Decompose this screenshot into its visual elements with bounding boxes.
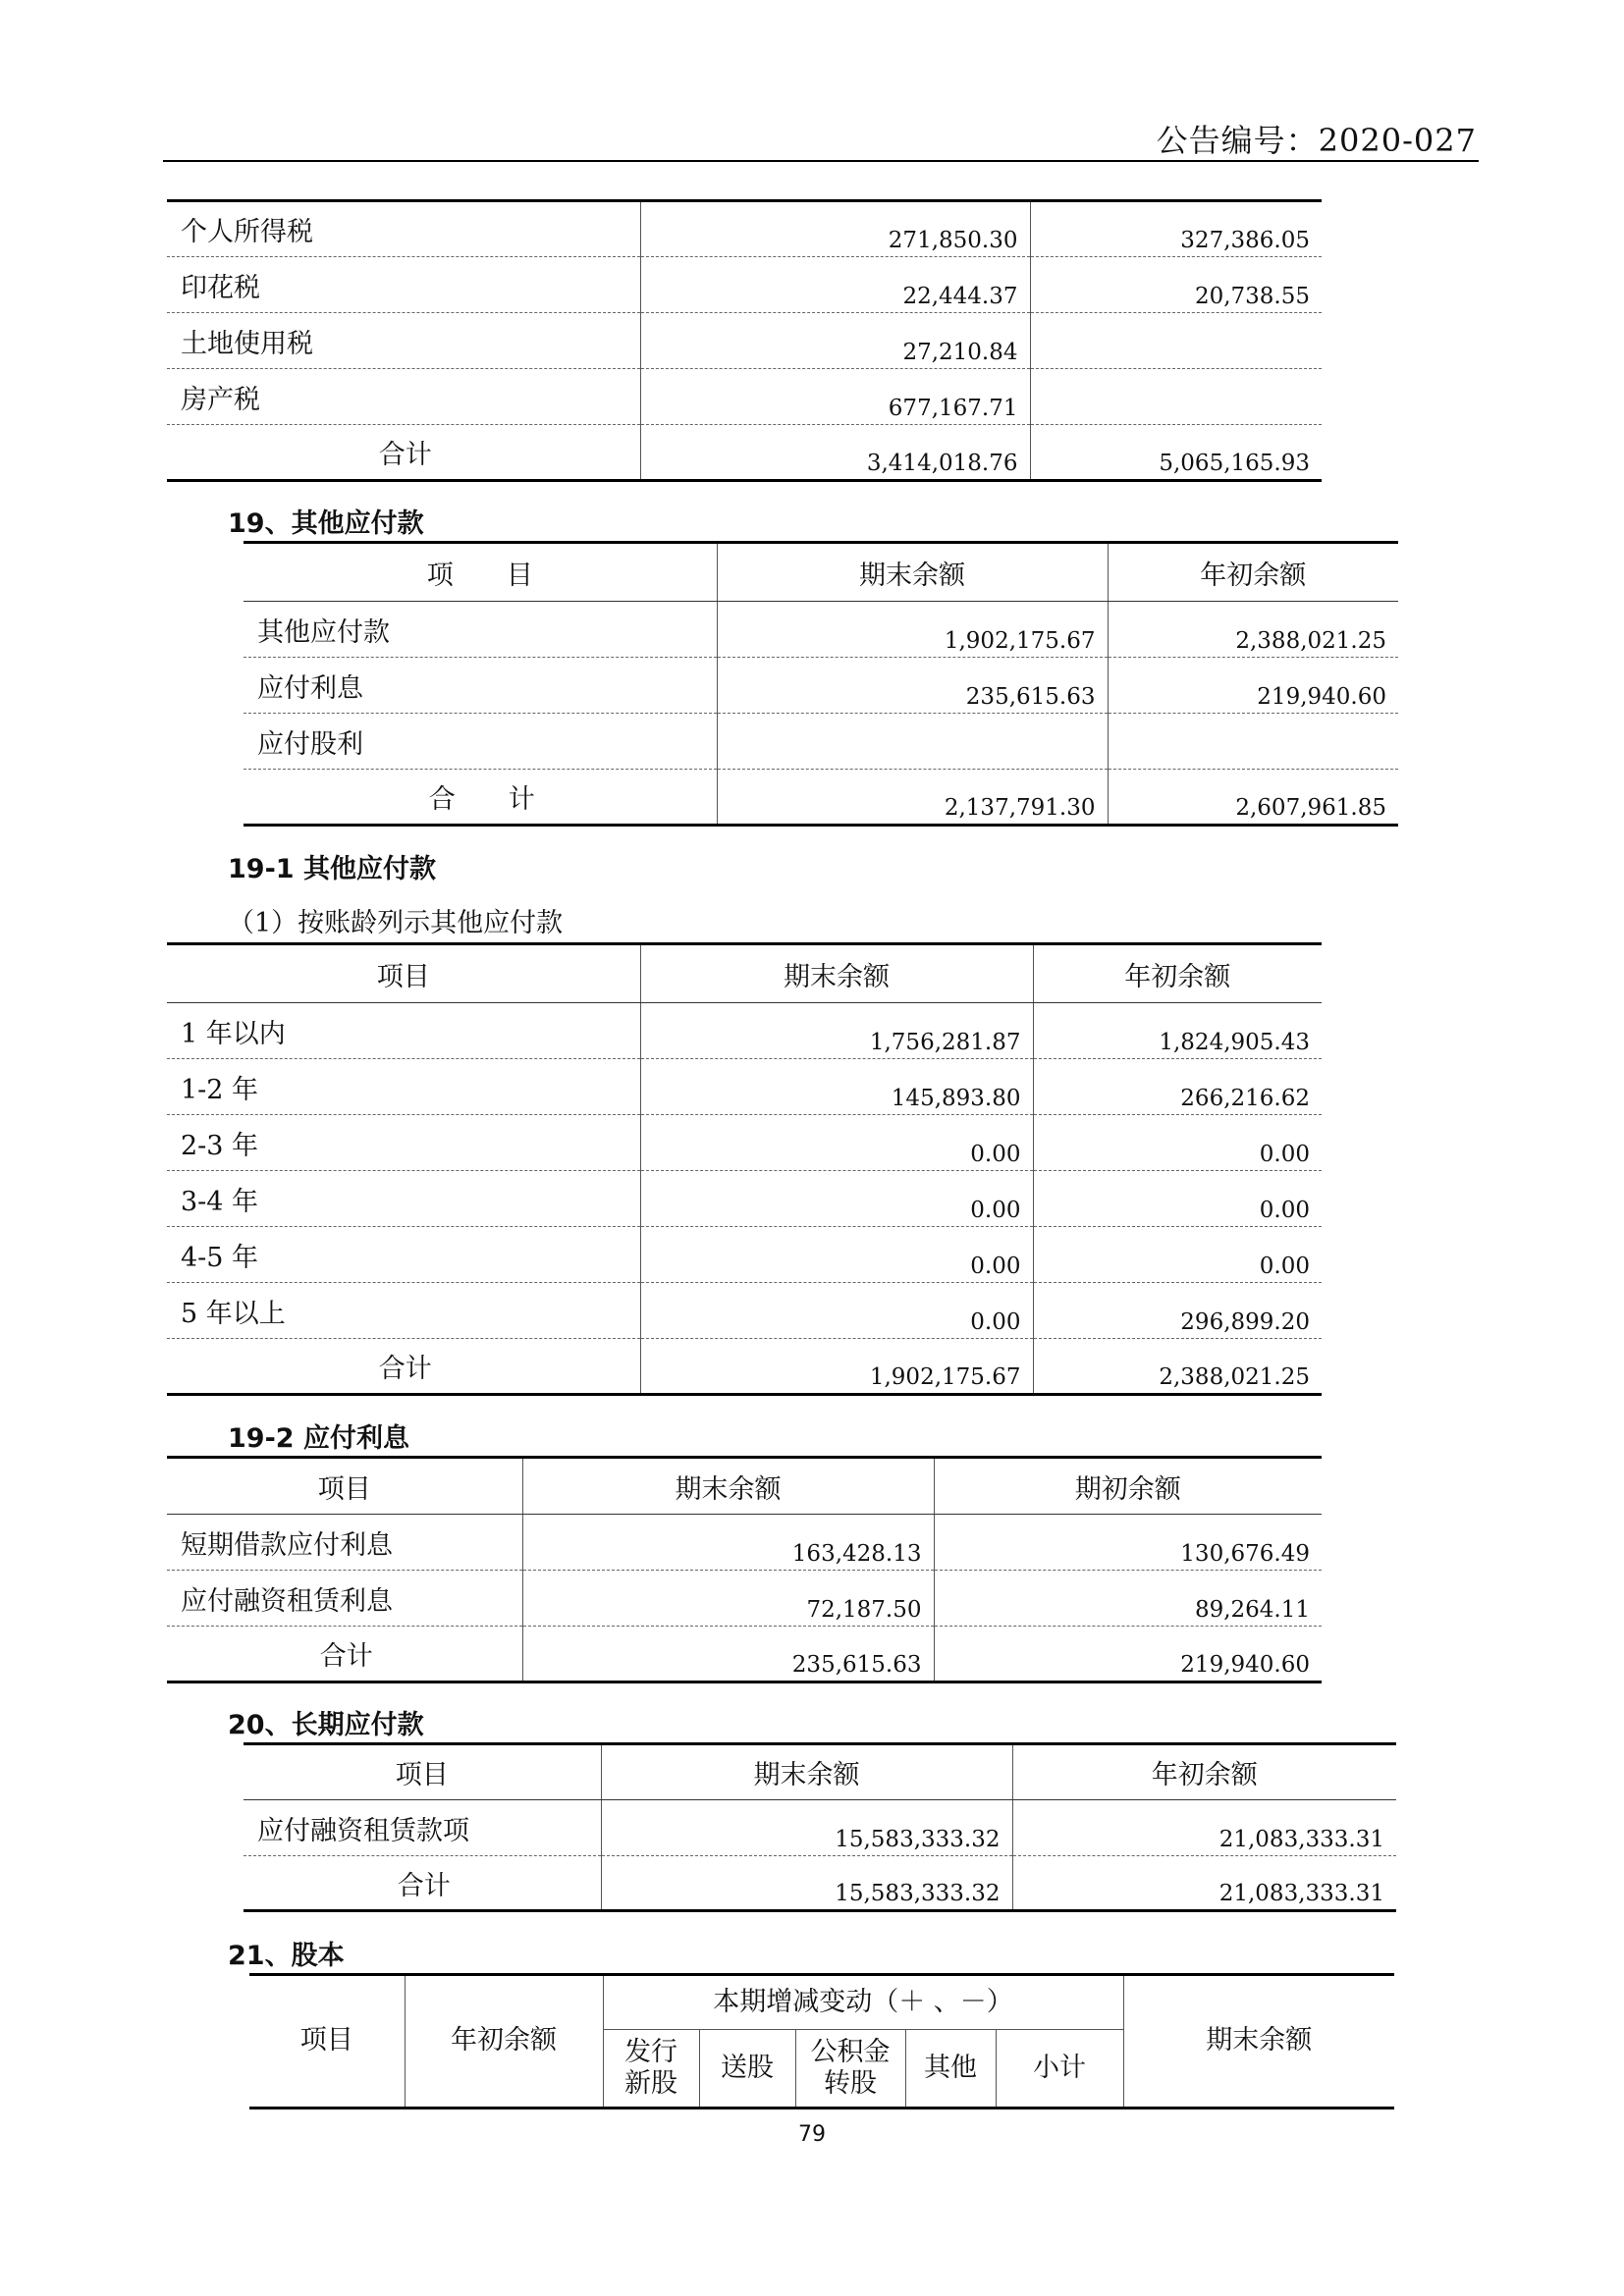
end-balance: 27,210.84 <box>640 313 1030 369</box>
begin-balance: 2,607,961.85 <box>1108 770 1398 826</box>
end-balance: 163,428.13 <box>522 1515 934 1571</box>
table-row <box>167 201 1322 257</box>
col-header-end: 期末余额 <box>522 1458 934 1515</box>
row-label: 应付利息 <box>244 658 717 714</box>
table-row <box>167 257 1322 313</box>
interest-payable-table <box>167 1456 1322 1683</box>
begin-balance: 327,386.05 <box>1030 201 1322 257</box>
col-header-reserve <box>795 2030 905 2109</box>
table-row <box>167 369 1322 425</box>
end-balance: 235,615.63 <box>717 658 1108 714</box>
end-balance: 15,583,333.32 <box>601 1800 1012 1856</box>
begin-balance: 2,388,021.25 <box>1033 1339 1322 1395</box>
row-label: 应付融资租赁款项 <box>244 1800 601 1856</box>
total-row <box>244 1856 1396 1911</box>
col-header-end: 期末余额 <box>717 543 1108 602</box>
row-label: 短期借款应付利息 <box>167 1515 522 1571</box>
col-header-begin: 年初余额 <box>405 1975 603 2109</box>
table-header <box>167 944 1322 1003</box>
row-label: 3-4 年 <box>167 1171 640 1227</box>
table-row <box>167 1227 1322 1283</box>
col-header-end: 期末余额 <box>601 1744 1012 1800</box>
table-row <box>244 714 1398 770</box>
row-label: 5 年以上 <box>167 1283 640 1339</box>
header-rule <box>163 160 1479 162</box>
table-header <box>244 1744 1396 1800</box>
col-header-item: 项目 <box>249 1975 405 2109</box>
end-balance <box>717 714 1108 770</box>
end-balance: 3,414,018.76 <box>640 425 1030 481</box>
other-payables-aging-table <box>167 942 1322 1396</box>
end-balance: 72,187.50 <box>522 1571 934 1627</box>
begin-balance: 219,940.60 <box>934 1627 1322 1682</box>
total-label: 合计 <box>167 1627 522 1682</box>
table-row <box>244 602 1398 658</box>
begin-balance: 5,065,165.93 <box>1030 425 1322 481</box>
other-payables-table <box>244 541 1398 827</box>
issue-line-1: 发行 <box>624 2036 677 2067</box>
table-row <box>167 1571 1322 1627</box>
begin-balance: 130,676.49 <box>934 1515 1322 1571</box>
begin-balance: 296,899.20 <box>1033 1283 1322 1339</box>
row-label: 其他应付款 <box>244 602 717 658</box>
issue-line-2: 新股 <box>624 2068 677 2099</box>
tax-payable-table <box>167 199 1322 482</box>
col-header-issue <box>603 2030 699 2109</box>
table-row <box>244 658 1398 714</box>
row-label: 个人所得税 <box>167 201 640 257</box>
col-header-subtotal: 小计 <box>996 2030 1123 2109</box>
reserve-line-1: 公积金 <box>810 2036 891 2067</box>
section-21-title: 21、股本 <box>228 1941 345 1971</box>
share-capital-table <box>249 1973 1394 2109</box>
row-label: 2-3 年 <box>167 1115 640 1171</box>
table-row <box>167 1515 1322 1571</box>
total-label: 合计 <box>244 1856 601 1911</box>
col-header-end: 期末余额 <box>640 944 1033 1003</box>
col-header-begin: 期初余额 <box>934 1458 1322 1515</box>
begin-balance: 20,738.55 <box>1030 257 1322 313</box>
col-header-begin: 年初余额 <box>1108 543 1398 602</box>
end-balance: 1,902,175.67 <box>717 602 1108 658</box>
end-balance: 1,902,175.67 <box>640 1339 1033 1395</box>
table-row <box>167 1171 1322 1227</box>
section-19-1-subtitle: （1）按账龄列示其他应付款 <box>228 908 564 938</box>
row-label: 应付股利 <box>244 714 717 770</box>
begin-balance: 2,388,021.25 <box>1108 602 1398 658</box>
row-label: 1 年以内 <box>167 1003 640 1059</box>
begin-balance: 21,083,333.31 <box>1012 1800 1396 1856</box>
end-balance: 2,137,791.30 <box>717 770 1108 826</box>
total-label: 合计 <box>167 1339 640 1395</box>
row-label: 4-5 年 <box>167 1227 640 1283</box>
end-balance: 0.00 <box>640 1171 1033 1227</box>
col-header-begin: 年初余额 <box>1012 1744 1396 1800</box>
total-label: 合计 <box>167 425 640 481</box>
table-header-row-1 <box>249 1975 1394 2030</box>
end-balance: 22,444.37 <box>640 257 1030 313</box>
end-balance: 677,167.71 <box>640 369 1030 425</box>
end-balance: 15,583,333.32 <box>601 1856 1012 1911</box>
end-balance: 0.00 <box>640 1227 1033 1283</box>
total-row <box>167 1339 1322 1395</box>
section-19-2-title: 19-2 应付利息 <box>228 1423 409 1454</box>
col-header-end: 期末余额 <box>1123 1975 1394 2109</box>
long-term-payables-table <box>244 1742 1396 1912</box>
total-row <box>167 1627 1322 1682</box>
row-label: 房产税 <box>167 369 640 425</box>
col-header-change: 本期增减变动（＋ 、－） <box>603 1975 1123 2030</box>
row-label: 印花税 <box>167 257 640 313</box>
section-19-1-title: 19-1 其他应付款 <box>228 854 436 884</box>
section-20-title: 20、长期应付款 <box>228 1710 424 1740</box>
col-header-other: 其他 <box>905 2030 996 2109</box>
begin-balance: 1,824,905.43 <box>1033 1003 1322 1059</box>
end-balance: 1,756,281.87 <box>640 1003 1033 1059</box>
table-header <box>244 543 1398 602</box>
begin-balance: 0.00 <box>1033 1115 1322 1171</box>
row-label: 应付融资租赁利息 <box>167 1571 522 1627</box>
col-header-item: 项目 <box>167 944 640 1003</box>
begin-balance: 0.00 <box>1033 1171 1322 1227</box>
total-row <box>167 425 1322 481</box>
table-row <box>167 1115 1322 1171</box>
col-header-item: 项目 <box>244 1744 601 1800</box>
begin-balance: 0.00 <box>1033 1227 1322 1283</box>
total-label: 合 计 <box>244 770 717 826</box>
table-row <box>167 313 1322 369</box>
col-header-begin: 年初余额 <box>1033 944 1322 1003</box>
end-balance: 235,615.63 <box>522 1627 934 1682</box>
table-header <box>167 1458 1322 1515</box>
total-row <box>244 770 1398 826</box>
end-balance: 0.00 <box>640 1115 1033 1171</box>
table-row <box>167 1059 1322 1115</box>
announcement-number: 公告编号：2020-027 <box>1156 122 1477 159</box>
col-header-item: 项 目 <box>244 543 717 602</box>
col-header-item: 项目 <box>167 1458 522 1515</box>
table-row <box>167 1003 1322 1059</box>
row-label: 土地使用税 <box>167 313 640 369</box>
row-label: 1-2 年 <box>167 1059 640 1115</box>
begin-balance <box>1108 714 1398 770</box>
end-balance: 271,850.30 <box>640 201 1030 257</box>
page-number: 79 <box>798 2122 826 2147</box>
table-row <box>167 1283 1322 1339</box>
col-header-bonus: 送股 <box>699 2030 795 2109</box>
begin-balance: 266,216.62 <box>1033 1059 1322 1115</box>
reserve-line-2: 转股 <box>824 2068 877 2099</box>
end-balance: 145,893.80 <box>640 1059 1033 1115</box>
begin-balance: 219,940.60 <box>1108 658 1398 714</box>
section-19-title: 19、其他应付款 <box>228 508 424 539</box>
begin-balance <box>1030 369 1322 425</box>
begin-balance <box>1030 313 1322 369</box>
begin-balance: 21,083,333.31 <box>1012 1856 1396 1911</box>
end-balance: 0.00 <box>640 1283 1033 1339</box>
begin-balance: 89,264.11 <box>934 1571 1322 1627</box>
table-row <box>244 1800 1396 1856</box>
